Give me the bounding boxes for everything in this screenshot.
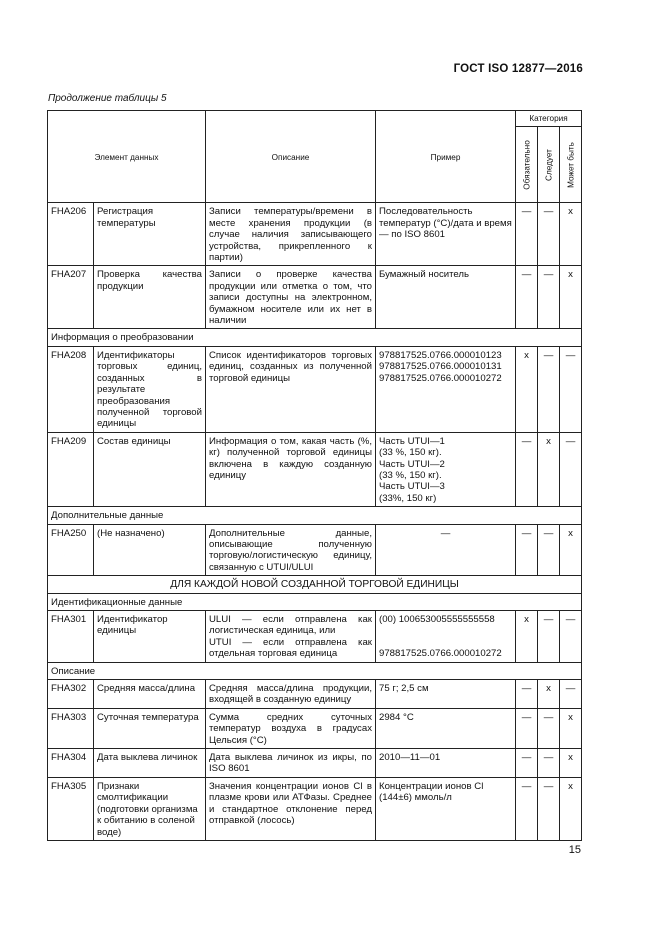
category-may: x [560, 266, 582, 329]
category-mandatory: x [516, 611, 538, 663]
element-description: Средняя масса/длина продукции, входящей в созданную единицу [206, 680, 376, 709]
document-header: ГОСТ ISO 12877—2016 [453, 63, 583, 75]
section-row: Идентификационные данные [48, 593, 582, 610]
section-row: Информация о преобразовании [48, 329, 582, 346]
header-example: Пример [376, 111, 516, 203]
element-code: FHA303 [48, 708, 94, 748]
element-name: (Не назначено) [94, 524, 206, 576]
element-example: Концентрации ионов Cl (144±6) ммоль/л [376, 777, 516, 840]
element-description: Дата выклева личинок из икры, по ISO 8601 [206, 749, 376, 778]
element-example: 2984 °С [376, 708, 516, 748]
element-code: FHA301 [48, 611, 94, 663]
header-may: Может быть [560, 127, 582, 203]
table-row [48, 777, 582, 840]
element-example: Часть UTUI—1 (33 %, 150 кг). Часть UTUI—2 (33 %, 150 кг). Часть UTUI—3 (33%, 150 кг) [376, 432, 516, 506]
element-example: Бумажный носитель [376, 266, 516, 329]
element-code: FHA207 [48, 266, 94, 329]
table-row [48, 266, 582, 329]
category-should: — [538, 749, 560, 778]
element-example: — [376, 524, 516, 576]
table-row [48, 524, 582, 576]
category-may: — [560, 680, 582, 709]
element-name: Проверка качества продукции [94, 266, 206, 329]
category-may: — [560, 346, 582, 432]
category-should: — [538, 346, 560, 432]
element-example: 75 г; 2,5 см [376, 680, 516, 709]
element-name: Признаки смолтификации (подготовки организма к обитанию в соленой воде) [94, 777, 206, 840]
category-may: — [560, 432, 582, 506]
element-name: Суточная температура [94, 708, 206, 748]
element-description: Список идентификаторов торговых единиц, созданных из полученной торговой единицы [206, 346, 376, 432]
category-should: — [538, 524, 560, 576]
category-mandatory: — [516, 203, 538, 266]
header-element: Элемент данных [48, 111, 206, 203]
element-code: FHA302 [48, 680, 94, 709]
category-mandatory: — [516, 749, 538, 778]
table-row [48, 432, 582, 506]
element-description: Информация о том, какая часть (%, кг) полученной торговой единицы включена в каждую созданную единицу [206, 432, 376, 506]
category-mandatory: — [516, 266, 538, 329]
category-may: — [560, 611, 582, 663]
element-name: Состав единицы [94, 432, 206, 506]
category-should: — [538, 266, 560, 329]
table-row [48, 611, 582, 663]
category-mandatory: — [516, 708, 538, 748]
category-should: x [538, 680, 560, 709]
section-row: Описание [48, 662, 582, 679]
section-row: Дополнительные данные [48, 507, 582, 524]
element-example: 978817525.0766.000010123 978817525.0766.000010131 978817525.0766.000010272 [376, 346, 516, 432]
element-example: 2010—11—01 [376, 749, 516, 778]
table-row [48, 346, 582, 432]
element-description: ULUI — если отправлена как логистическая единица, или UTUI — если отправлена как отдельная торговая единица [206, 611, 376, 663]
element-code: FHA209 [48, 432, 94, 506]
element-description: Значения концентрации ионов Cl в плазме крови или АТФазы. Среднее и стандартное отклонение перед отправкой (лосось) [206, 777, 376, 840]
header-description: Описание [206, 111, 376, 203]
element-code: FHA304 [48, 749, 94, 778]
element-description: Дополнительные данные, описывающие полученную торговую/логистическую единицу, связанную с UTUI/ULUI [206, 524, 376, 576]
element-name: Дата выклева личинок [94, 749, 206, 778]
category-may: x [560, 524, 582, 576]
element-example: Последовательность температур (°С)/дата и время — по ISO 8601 [376, 203, 516, 266]
data-elements-table [47, 110, 582, 841]
category-should: — [538, 203, 560, 266]
header-mandatory: Обязательно [516, 127, 538, 203]
category-should: x [538, 432, 560, 506]
table-caption: Продолжение таблицы 5 [48, 93, 167, 104]
table-row [48, 708, 582, 748]
element-code: FHA208 [48, 346, 94, 432]
category-mandatory: — [516, 777, 538, 840]
banner-row: ДЛЯ КАЖДОЙ НОВОЙ СОЗДАННОЙ ТОРГОВОЙ ЕДИНИЦЫ [48, 576, 582, 593]
table-row [48, 680, 582, 709]
element-code: FHA305 [48, 777, 94, 840]
element-description: Записи о проверке качества продукции или отметка о том, что записи доступны на электронном, бумажном носителе или их нет в наличии [206, 266, 376, 329]
element-description: Сумма средних суточных температур воздуха в градусах Цельсия (°С) [206, 708, 376, 748]
header-should: Следует [538, 127, 560, 203]
element-code: FHA250 [48, 524, 94, 576]
element-example: (00) 100653005555555558 978817525.0766.000010272 [376, 611, 516, 663]
category-may: x [560, 749, 582, 778]
element-description: Записи температуры/времени в месте хранения продукции (в случае наличия записывающего устройства, прикрепленного к партии) [206, 203, 376, 266]
table-body [48, 203, 582, 841]
element-name: Средняя масса/длина [94, 680, 206, 709]
element-name: Идентификатор единицы [94, 611, 206, 663]
page-number: 15 [568, 844, 581, 856]
category-mandatory: — [516, 524, 538, 576]
category-mandatory: x [516, 346, 538, 432]
category-should: — [538, 611, 560, 663]
category-should: — [538, 777, 560, 840]
category-mandatory: — [516, 680, 538, 709]
category-may: x [560, 777, 582, 840]
category-may: x [560, 203, 582, 266]
element-code: FHA206 [48, 203, 94, 266]
category-mandatory: — [516, 432, 538, 506]
header-category: Категория [516, 111, 582, 127]
element-name: Регистрация температуры [94, 203, 206, 266]
table-row [48, 749, 582, 778]
category-should: — [538, 708, 560, 748]
table-row [48, 203, 582, 266]
element-name: Идентификаторы торговых единиц, созданных в результате преобразования полученной торговой единицы [94, 346, 206, 432]
category-may: x [560, 708, 582, 748]
